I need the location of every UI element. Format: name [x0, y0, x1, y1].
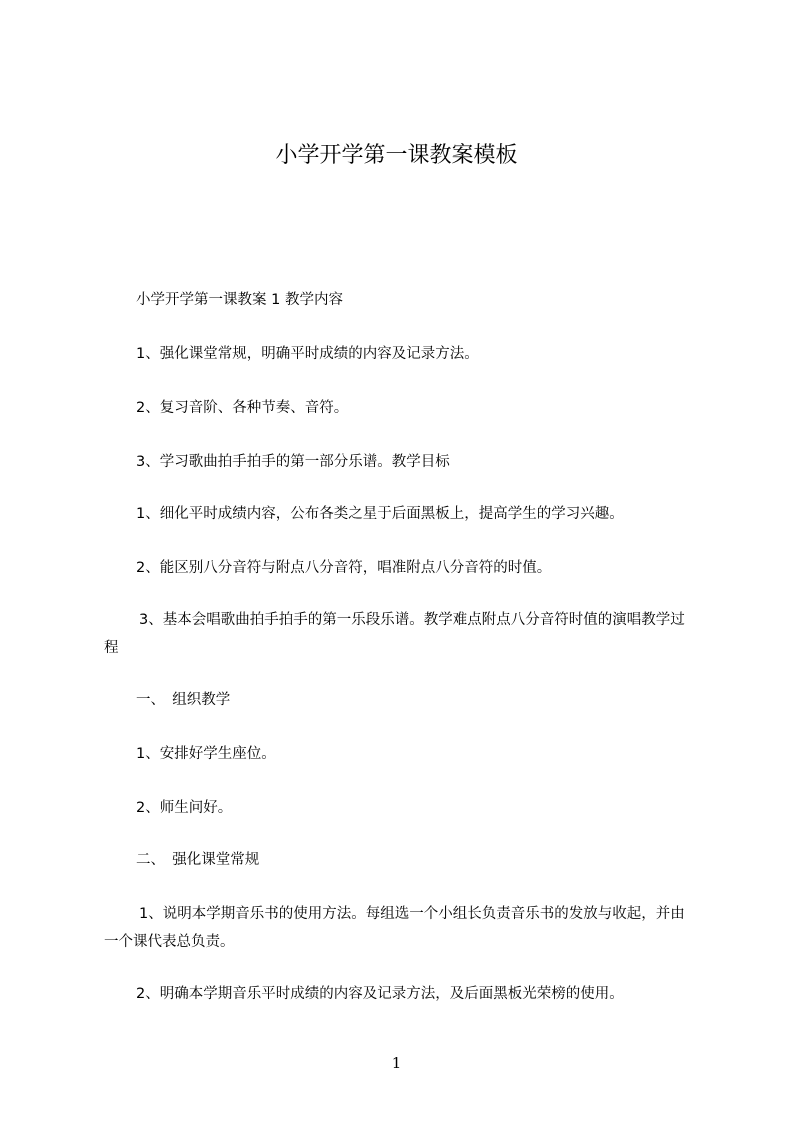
paragraph-11: 2、明确本学期音乐平时成绩的内容及记录方法，及后面黑板光荣榜的使用。: [136, 986, 624, 1002]
paragraph-1: 小学开学第一课教案 1 教学内容: [136, 292, 343, 308]
paragraph-4: 3、学习歌曲拍手拍手的第一部分乐谱。教学目标: [136, 454, 450, 470]
paragraph-2: 1、强化课堂常规，明确平时成绩的内容及记录方法。: [136, 346, 479, 362]
section-heading-1: 一、 组织教学: [136, 692, 231, 708]
paragraph-9: 2、师生问好。: [136, 800, 233, 816]
paragraph-6: 2、能区别八分音符与附点八分音符，唱准附点八分音符的时值。: [136, 560, 552, 576]
paragraph-8: 1、安排好学生座位。: [136, 746, 276, 762]
paragraph-3: 2、复习音阶、各种节奏、音符。: [136, 400, 349, 416]
document-title: 小学开学第一课教案模板: [275, 143, 518, 168]
section-heading-2: 二、 强化课堂常规: [136, 852, 260, 868]
page-number: 1: [391, 1054, 402, 1072]
paragraph-10: 1、说明本学期音乐书的使用方法。每组选一个小组长负责音乐书的发放与收起，并由一个课代表总负责。: [104, 906, 685, 950]
paragraph-5: 1、细化平时成绩内容，公布各类之星于后面黑板上，提高学生的学习兴趣。: [136, 506, 624, 522]
paragraph-7: 3、基本会唱歌曲拍手拍手的第一乐段乐谱。教学难点附点八分音符时值的演唱教学过程: [104, 612, 685, 656]
